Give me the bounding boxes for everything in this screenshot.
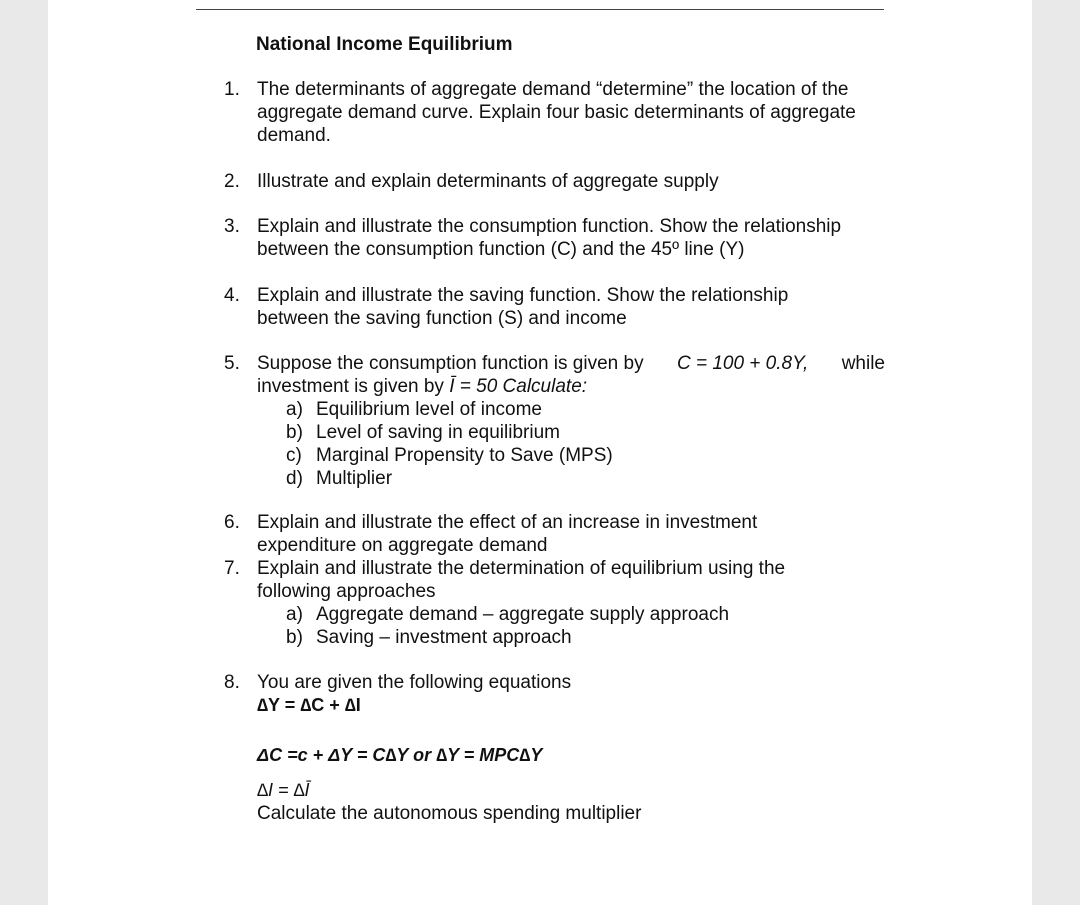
sub-letter: a) <box>286 399 303 420</box>
sub-letter: b) <box>286 422 303 443</box>
question-number: 6. <box>224 512 240 533</box>
question-text: while <box>841 353 885 374</box>
question-4 <box>224 284 904 330</box>
question-8 <box>224 671 904 717</box>
question-line: demand. <box>257 125 331 146</box>
sub-letter: c) <box>286 445 302 466</box>
question-1 <box>224 78 904 147</box>
document-page <box>48 0 1032 905</box>
question-number: 8. <box>224 672 240 693</box>
question-line: Calculate the autonomous spending multiplier <box>257 803 642 824</box>
equation-investment-change: ∆I = ∆Ī <box>257 780 310 800</box>
sub-question <box>257 626 904 649</box>
sub-letter: d) <box>286 468 303 489</box>
question-text: investment is given by <box>257 376 450 397</box>
question-text: Suppose the consumption function is given by <box>257 353 644 374</box>
question-line: Explain and illustrate the saving function. Show the relationship <box>257 285 789 306</box>
question-7 <box>224 557 904 649</box>
question-line: Explain and illustrate the consumption function. Show the relationship <box>257 216 842 237</box>
question-line <box>257 375 904 398</box>
investment-equation: Ī = 50 Calculate: <box>449 376 588 397</box>
sub-letter: b) <box>286 627 303 648</box>
page-title: National Income Equilibrium <box>256 34 513 55</box>
question-line: The determinants of aggregate demand “determine” the location of the <box>257 79 849 100</box>
equation-consumption-change: ΔC =c + ΔY = C∆Y or ∆Y = MPC∆Y <box>257 745 543 765</box>
sub-text: Aggregate demand – aggregate supply approach <box>316 604 730 625</box>
question-6 <box>224 511 904 557</box>
question-line <box>257 352 885 375</box>
question-line: You are given the following equations <box>257 672 572 693</box>
question-line: between the saving function (S) and income <box>257 308 627 329</box>
consumption-equation: C = 100 + 0.8Y, <box>676 353 809 374</box>
question-line: expenditure on aggregate demand <box>257 535 548 556</box>
question-line: following approaches <box>257 581 436 602</box>
equation-income-change: ∆Y = ∆C + ∆I <box>257 695 361 715</box>
sub-question <box>257 467 904 490</box>
question-line: Explain and illustrate the effect of an increase in investment <box>257 512 758 533</box>
sub-question <box>257 603 904 626</box>
question-2 <box>224 170 904 193</box>
sub-question <box>257 398 904 421</box>
sub-question <box>257 444 904 467</box>
question-number: 3. <box>224 216 240 237</box>
question-number: 7. <box>224 558 240 579</box>
sub-text: Level of saving in equilibrium <box>316 422 560 443</box>
top-rule <box>196 9 884 10</box>
sub-text: Equilibrium level of income <box>316 399 542 420</box>
question-line: between the consumption function (C) and the 45º line (Y) <box>257 239 745 260</box>
question-line: aggregate demand curve. Explain four basic determinants of aggregate <box>257 102 856 123</box>
question-8-equation-3 <box>224 779 904 825</box>
sub-text: Marginal Propensity to Save (MPS) <box>316 445 613 466</box>
question-line: Illustrate and explain determinants of aggregate supply <box>257 171 719 192</box>
question-5 <box>224 352 904 490</box>
question-3 <box>224 215 904 261</box>
question-number: 5. <box>224 353 240 374</box>
question-number: 2. <box>224 171 240 192</box>
sub-text: Saving – investment approach <box>316 627 572 648</box>
question-number: 4. <box>224 285 240 306</box>
question-number: 1. <box>224 79 240 100</box>
sub-text: Multiplier <box>316 468 393 489</box>
sub-letter: a) <box>286 604 303 625</box>
question-line: Explain and illustrate the determination of equilibrium using the <box>257 558 786 579</box>
question-8-equation-2 <box>224 744 904 767</box>
sub-question <box>257 421 904 444</box>
